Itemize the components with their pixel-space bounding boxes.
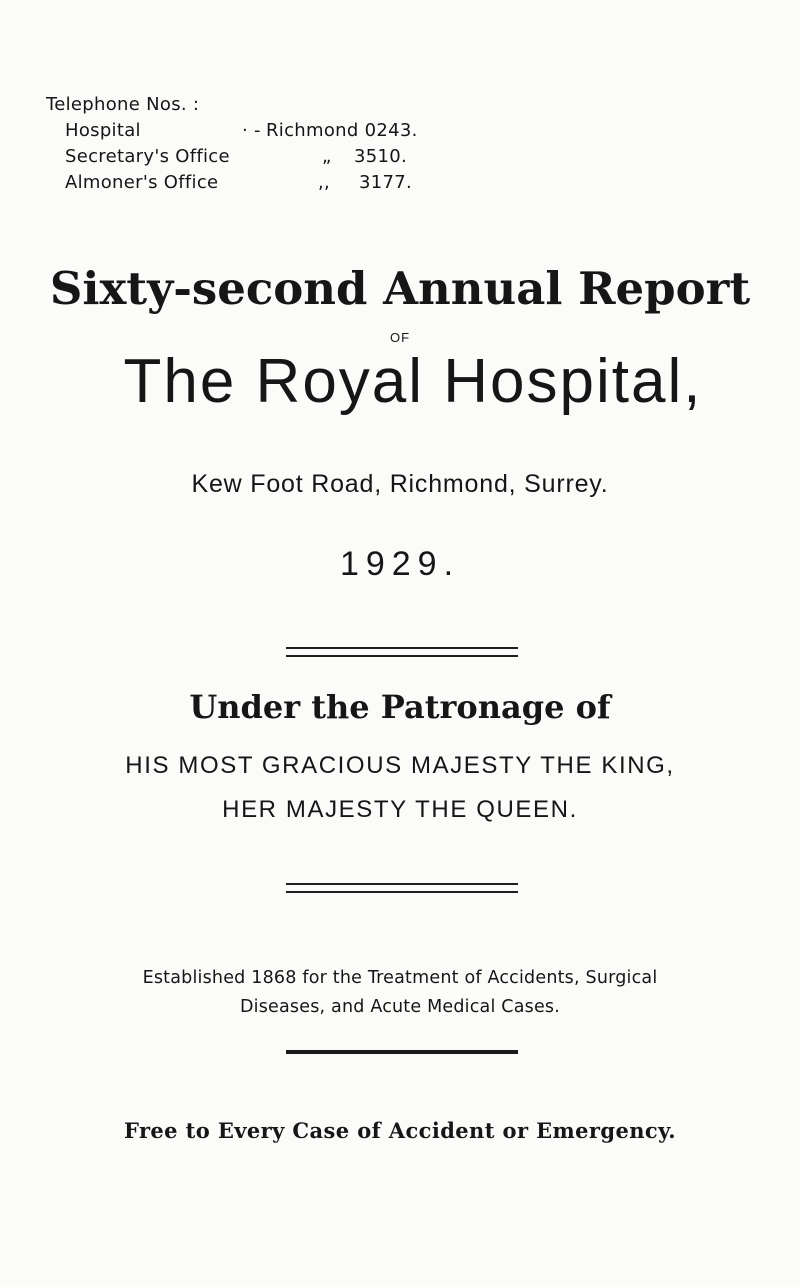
divider-thick	[286, 1050, 518, 1054]
phone-number: Richmond 0243.	[266, 120, 418, 141]
hospital-address: Kew Foot Road, Richmond, Surrey.	[191, 470, 609, 498]
divider-double-bottom	[286, 883, 518, 893]
phone-label: Secretary's Office	[65, 146, 230, 167]
phone-number: 3510.	[354, 146, 408, 167]
phone-row-hospital	[46, 118, 418, 144]
report-year: 1929.	[339, 545, 461, 583]
patron-queen: HER MAJESTY THE QUEEN.	[222, 796, 578, 823]
established-line-2: Diseases, and Acute Medical Cases.	[239, 997, 561, 1017]
patronage-heading: Under the Patronage of	[189, 688, 611, 726]
patron-king: HIS MOST GRACIOUS MAJESTY THE KING,	[125, 752, 675, 779]
telephone-numbers	[46, 92, 418, 196]
report-title: Sixty-second Annual Report	[49, 262, 751, 315]
phone-label: Almoner's Office	[65, 172, 219, 193]
phone-number: 3177.	[359, 172, 413, 193]
phone-separator: ,,	[318, 172, 331, 193]
phone-separator: · -	[242, 120, 261, 141]
phone-separator: „	[322, 146, 332, 167]
free-notice: Free to Every Case of Accident or Emergency.	[124, 1118, 676, 1143]
phone-label: Hospital	[65, 120, 141, 141]
phone-row-almoner	[46, 170, 413, 196]
established-statement	[0, 964, 800, 1022]
hospital-name: The Royal Hospital,	[123, 347, 703, 416]
telephone-title: Telephone Nos. :	[46, 94, 200, 115]
divider-double-top	[286, 647, 518, 657]
royal-patrons	[0, 744, 800, 832]
of-text: OF	[389, 330, 411, 345]
established-line-1: Established 1868 for the Treatment of Accidents, Surgical	[142, 968, 658, 988]
phone-row-secretary	[46, 144, 408, 170]
